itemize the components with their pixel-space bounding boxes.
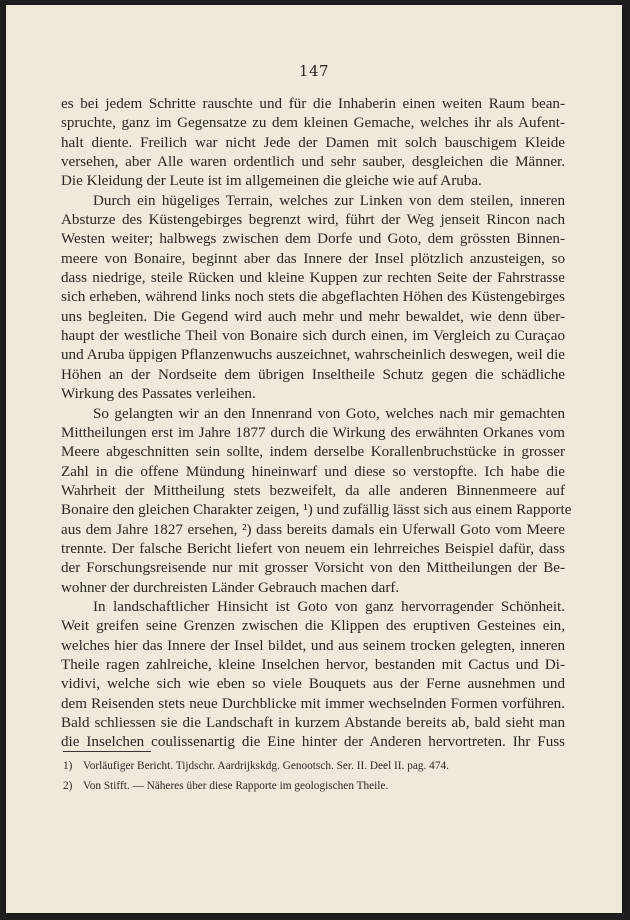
text-line: Durch ein hügeliges Terrain, welches zur Linken von dem steilen, inneren bbox=[93, 192, 565, 209]
text-line: Theile ragen zahlreiche, kleine Inselchen hervor, bestanden mit Cactus und Di- bbox=[61, 656, 565, 673]
text-line: halt diente. Freilich war nicht Jede der Damen mit solch bauschigem Kleide bbox=[61, 134, 565, 151]
footnote-divider bbox=[63, 751, 151, 752]
text-line: Höhen an der Nordseite dem übrigen Inseltheile Schutz gegen die schädliche bbox=[61, 366, 565, 383]
footnote-1 bbox=[63, 756, 563, 776]
footnote-2 bbox=[63, 776, 563, 796]
footnotes bbox=[63, 756, 563, 796]
text-line: versehen, aber Alle waren ordentlich und sehr sauber, desgleichen die Männer. bbox=[61, 154, 565, 171]
footnote-text: Vorläufiger Bericht. Tijdschr. Aardrijkskdg. Genootsch. Ser. II. Deel II. pag. 474. bbox=[83, 760, 449, 772]
text-line: So gelangten wir an den Innenrand von Goto, welches nach mir gemachten bbox=[93, 405, 565, 422]
footnote-text: Von Stifft. — Näheres über diese Rapporte im geologischen Theile. bbox=[83, 780, 389, 792]
text-line: welches hier das Innere der Insel bildet, und aus seinem trocken gelegten, inneren bbox=[61, 637, 565, 654]
text-line: dass niedrige, steile Rücken und kleine Kuppen zur rechten Seite der Fahrstrasse bbox=[61, 270, 565, 287]
text-line: Mittheilungen erst im Jahre 1877 durch die Wirkung des erwähnten Orkanes vom bbox=[61, 424, 565, 441]
text-line: uns begleiten. Die Gegend wird auch mehr und mehr bewaldet, wie denn über- bbox=[61, 308, 565, 325]
text-line: vidivi, welche sich wie eben so viele Bouquets aus der Ferne ausnehmen und bbox=[61, 676, 565, 693]
text-line: trennte. Der falsche Bericht liefert von neuem ein lehrreiches Beispiel dafür, dass bbox=[61, 540, 565, 557]
text-line: In landschaftlicher Hinsicht ist Goto von ganz hervorragender Schönheit. bbox=[93, 598, 565, 615]
text-line: Meere abgeschnitten sein sollte, indem derselbe Korallenbruchstücke in grosser bbox=[61, 444, 565, 461]
text-line: Weit greifen seine Grenzen zwischen die Klippen des eruptiven Gesteines ein, bbox=[61, 618, 565, 635]
text-line: der Forschungsreisende nur mit grosser Vorsicht von den Mittheilungen der Be- bbox=[61, 560, 565, 577]
text-line: Absturze des Küstengebirges begrenzt wird, führt der Weg jenseit Rincon nach bbox=[61, 212, 565, 229]
page-number: 147 bbox=[298, 62, 330, 80]
text-line: es bei jedem Schritte rauschte und für die Inhaberin einen weiten Raum bean- bbox=[61, 96, 565, 112]
text-line: Zahl in die offene Mündung hineinwarf und diese so verstopfte. Ich habe die bbox=[61, 463, 565, 480]
text-line: und Aruba üppigen Pflanzenwuchs auszeichnet, wahrscheinlich deswegen, weil die bbox=[61, 347, 565, 364]
footnote-marker: 1) bbox=[63, 760, 73, 772]
body-text bbox=[61, 95, 572, 753]
text-line: dem Reisenden stets neue Durchblicke mit immer wechselnden Formen vorführen. bbox=[61, 695, 565, 712]
text-line: Bald schliessen sie die Landschaft in kurzem Abstande bereits ab, bald sieht man bbox=[61, 715, 565, 731]
text-line: meere von Bonaire, beginnt aber das Innere der Insel plötzlich anzusteigen, so bbox=[61, 250, 565, 267]
text-line: Die Kleidung der Leute ist im allgemeinen die gleiche wie auf Aruba. bbox=[61, 173, 482, 190]
text-line: Wirkung des Passates verleihen. bbox=[61, 386, 256, 403]
text-line: aus dem Jahre 1827 ersehen, ²) dass bereits damals ein Uferwall Goto vom Meere bbox=[61, 521, 565, 538]
text-line: wohner der durchreisten Länder Gebrauch machen darf. bbox=[61, 579, 400, 596]
footnote-marker: 2) bbox=[63, 780, 73, 792]
text-line: die Inselchen coulissenartig die Eine hinter der Anderen hervortreten. Ihr Fuss bbox=[61, 734, 565, 751]
text-line: sich erheben, während links noch stets die abgeflachten Höhen des Küstengebirges bbox=[61, 289, 565, 306]
text-line: spruchte, ganz im Gegensatze zu dem kleinen Gemache, welches ihr als Aufent- bbox=[61, 115, 565, 132]
book-page bbox=[6, 5, 622, 913]
text-line: Westen weiter; halbwegs zwischen dem Dorfe und Goto, dem grössten Binnen- bbox=[61, 231, 565, 248]
text-line: Wahrheit der Mittheilung stets bezweifelt, da alle anderen Binnenmeere auf bbox=[61, 482, 565, 499]
text-line: Bonaire den gleichen Charakter zeigen, ¹) und zufällig lässt sich aus einem Rapporte bbox=[61, 502, 572, 519]
text-line: haupt der westliche Theil von Bonaire sich durch einen, im Vergleich zu Curaçao bbox=[61, 328, 565, 345]
